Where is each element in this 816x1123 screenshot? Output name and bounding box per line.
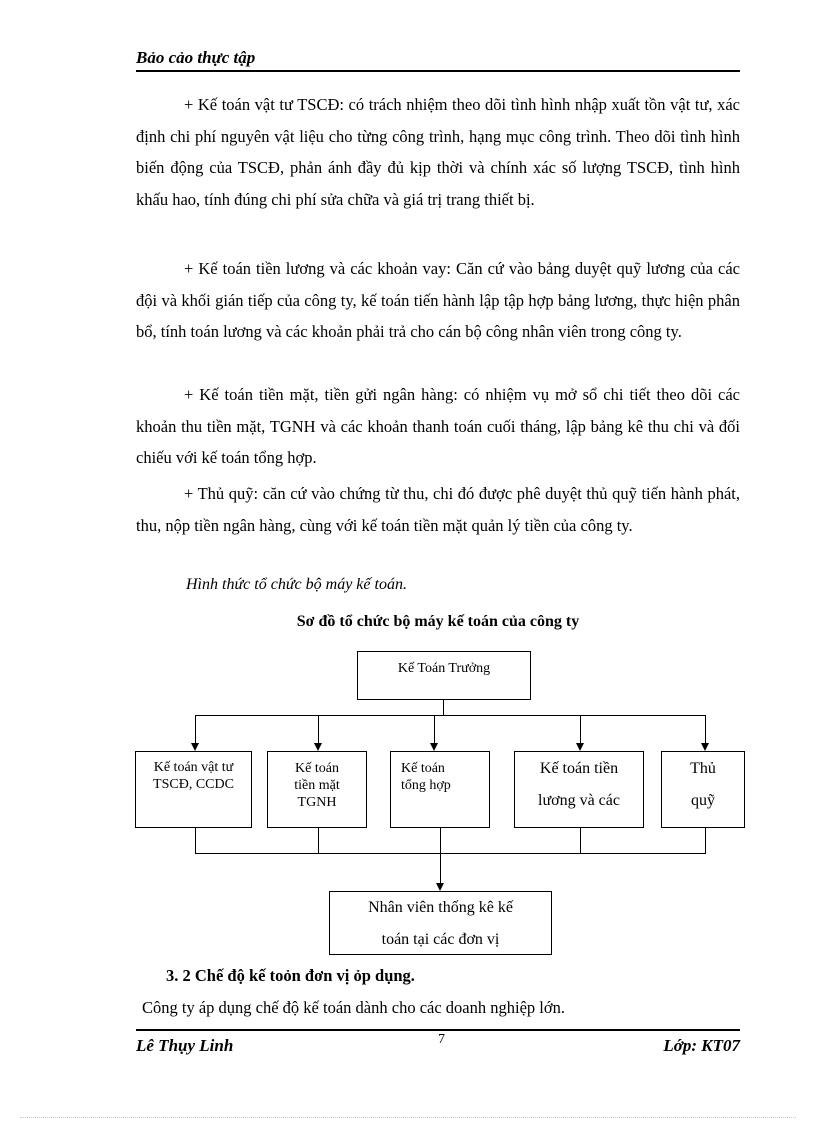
connector-line xyxy=(434,715,435,744)
connector-line xyxy=(195,715,196,744)
paragraph-tien-luong xyxy=(136,253,740,348)
box-label: Kế toán xyxy=(401,761,445,776)
connector-line xyxy=(195,828,196,853)
box-label: TGNH xyxy=(297,795,337,810)
paragraph-text: + Kế toán tiền mặt, tiền gửi ngân hàng: có nhiệm vụ mở sổ chi tiết theo dõi các khoản thu tiền mặt, TGNH và các khoản thanh toán cuối tháng, lập bảng kê thu chi và đối chiếu với kế toán tổng hợp. xyxy=(136,385,740,467)
connector-line xyxy=(443,700,444,715)
box-label: quỹ xyxy=(691,792,715,809)
box-thu-quy xyxy=(661,751,745,828)
box-label: TSCĐ, CCDC xyxy=(153,777,234,792)
connector-line xyxy=(580,828,581,853)
connector-line xyxy=(440,853,441,884)
box-label: Thủ xyxy=(690,760,716,777)
connector-line xyxy=(705,715,706,744)
footer-author: Lê Thụy Linh xyxy=(136,1036,234,1055)
footer-rule xyxy=(136,1029,740,1031)
page-edge xyxy=(20,1117,796,1118)
arrow-down-icon xyxy=(314,743,322,751)
arrow-down-icon xyxy=(191,743,199,751)
box-label: Kế toán tiền xyxy=(539,760,619,777)
paragraph-thu-quy xyxy=(136,478,740,541)
arrow-down-icon xyxy=(436,883,444,891)
connector-line xyxy=(580,715,581,744)
connector-line xyxy=(318,828,319,853)
connector-line xyxy=(318,715,319,744)
paragraph-text: + Kế toán tiền lương và các khoản vay: Căn cứ vào bảng duyệt quỹ lương của các đội và khối gián tiếp của công ty, kế toán tiến hành lập tập hợp bảng lương, thực hiện phân bổ, tính toán lương và các khoản phải trả cho cán bộ công nhân viên trong công ty. xyxy=(136,259,740,341)
subheading: Hình thức tổ chức bộ máy kế toán. xyxy=(186,576,407,593)
box-label: lương và các xyxy=(538,792,620,809)
paragraph-vat-tu xyxy=(136,89,740,215)
arrow-down-icon xyxy=(430,743,438,751)
box-label: Kế toán vật tư xyxy=(153,760,234,775)
chief-accountant-box xyxy=(357,651,531,700)
box-nhan-vien xyxy=(329,891,552,955)
connector-line xyxy=(195,853,706,854)
body-line: Công ty áp dụng chế độ kế toán dành cho các doanh nghiệp lớn. xyxy=(142,998,565,1017)
box-label: toán tại các đơn vị xyxy=(381,931,500,948)
box-tien-mat xyxy=(267,751,367,828)
connector-line xyxy=(440,828,441,853)
connector-line xyxy=(705,828,706,853)
arrow-down-icon xyxy=(701,743,709,751)
header-rule xyxy=(136,70,740,72)
paragraph-text: + Thủ quỹ: căn cứ vào chứng từ thu, chi đó được phê duyệt thủ quỹ tiến hành phát, thu, nộp tiền ngân hàng, cùng với kế toán tiền mặt quản lý tiền của công ty. xyxy=(136,484,740,535)
arrow-down-icon xyxy=(576,743,584,751)
diagram-title: Sơ đồ tổ chức bộ máy kế toán của công ty xyxy=(296,613,580,630)
page-number: 7 xyxy=(438,1032,445,1047)
paragraph-tien-mat xyxy=(136,379,740,474)
footer-class: Lớp: KT07 xyxy=(663,1036,740,1055)
box-label: tổng hợp xyxy=(401,778,451,793)
box-label: Kế Toán Trưởng xyxy=(397,661,491,676)
box-tien-luong xyxy=(514,751,644,828)
box-vat-tu xyxy=(135,751,252,828)
section-heading: 3. 2 Chế độ kế toỏn đơn vị ỏp dụng. xyxy=(166,966,415,985)
paragraph-text: + Kế toán vật tư TSCĐ: có trách nhiệm theo dõi tình hình nhập xuất tồn vật tư, xác định chi phí nguyên vật liệu cho từng công trình, hạng mục công trình. Theo dõi tình hình biến động của TSCĐ, phản ánh đầy đủ kịp thời và chính xác số lượng TSCĐ, tình hình khấu hao, tính đúng chi phí sửa chữa và giá trị trang thiết bị. xyxy=(136,95,740,209)
box-tong-hop xyxy=(390,751,490,828)
box-label: tiền mặt xyxy=(294,778,340,793)
connector-line xyxy=(195,715,705,716)
header-title: Bảo cảo thực tập xyxy=(136,48,256,67)
box-label: Kế toán xyxy=(295,761,339,776)
box-label: Nhân viên thống kê kế xyxy=(368,899,513,916)
